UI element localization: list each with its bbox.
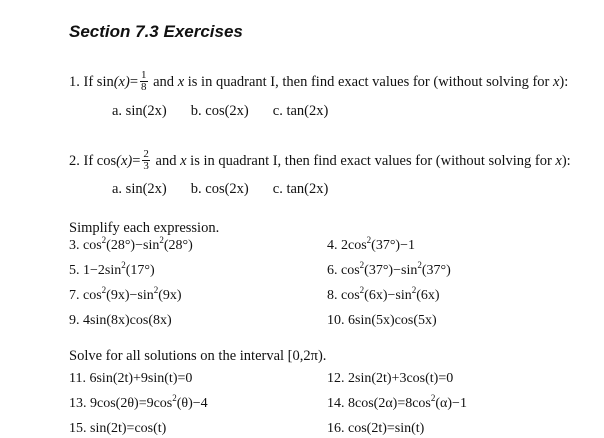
problem-number: 10. <box>327 313 348 328</box>
problem-expression: $\cos^2(9x)-\sin^2(9x)$ <box>83 285 182 303</box>
problem-number: 4. <box>327 238 341 253</box>
problem-expression: 2sin(2t)+3cos(t)=0 <box>348 371 454 386</box>
problem-number: 13. <box>69 396 90 411</box>
problem-number: 8. <box>327 288 341 303</box>
simplify-problem-8 <box>327 287 440 305</box>
problem-expression: 6sin(5x)cos(5x) <box>348 313 437 328</box>
problem-number: 5. <box>69 263 83 278</box>
simplify-problem-5 <box>69 262 155 280</box>
exercise-2-func: cos <box>96 152 117 169</box>
simplify-problem-4 <box>327 237 415 255</box>
solve-problem-13 <box>69 395 208 413</box>
exercise-2-x2: x <box>555 152 562 169</box>
exercise-2-parts <box>112 180 352 198</box>
problem-expression: cos(2t)=sin(t) <box>348 421 425 436</box>
exercise-2-part-c: c. tan(2x) <box>272 181 329 197</box>
exercise-2-x: x <box>180 152 187 169</box>
exercise-2-part-a: a. sin(2x) <box>112 181 167 197</box>
solve-heading: Solve for all solutions on the interval [0,2π). <box>69 348 327 364</box>
simplify-heading: Simplify each expression. <box>69 220 220 236</box>
problem-expression: sin(2t)=cos(t) <box>90 421 167 436</box>
problem-expression: $\cos^2(37^\circ)-\sin^2(37^\circ)$ <box>341 260 451 278</box>
exercise-2-suffix-b: is in quadrant I, then find exact values for (without solving for <box>186 152 556 169</box>
exercise-2-part-b: b. cos(2x) <box>190 181 249 197</box>
exercise-1-suffix-a: and <box>149 73 178 90</box>
problem-expression: 4sin(8x)cos(8x) <box>83 313 172 328</box>
problem-number: 16. <box>327 421 348 436</box>
problem-expression: $\cos^2(28^\circ)-\sin^2(28^\circ)$ <box>83 235 193 253</box>
problem-number: 12. <box>327 371 348 386</box>
exercise-1-x2: x <box>552 73 560 90</box>
problem-number: 6. <box>327 263 341 278</box>
exercise-1-part-a: a. sin(2x) <box>112 103 167 119</box>
exercise-1-var: (x) <box>113 73 130 90</box>
simplify-problem-7 <box>69 287 182 305</box>
problem-expression: $\cos^2(6x)-\sin^2(6x)$ <box>341 285 440 303</box>
exercise-1-suffix-b: is in quadrant I, then find exact values for (without solving for <box>184 73 553 90</box>
problem-expression: $1-2\sin^2(17^\circ)$ <box>83 260 155 278</box>
exercise-2-var: (x) <box>116 152 133 169</box>
problem-expression: $2\cos^2(37^\circ)-1$ <box>341 235 415 253</box>
section-title: Section 7.3 Exercises <box>69 22 243 41</box>
exercise-2-frac-den: 3 <box>143 160 149 172</box>
solve-problem-16 <box>327 420 424 438</box>
exercise-2-suffix-a: and <box>151 152 181 169</box>
exercise-2-eq: = <box>132 152 141 169</box>
exercise-1-frac-den: 8 <box>141 81 147 93</box>
problem-number: 14. <box>327 396 348 411</box>
exercise-1-fraction <box>140 70 148 93</box>
exercise-1-part-c: c. tan(2x) <box>272 103 329 119</box>
simplify-problem-9 <box>69 312 172 330</box>
exercise-1-func: sin <box>96 73 114 90</box>
problem-number: 9. <box>69 313 83 328</box>
exercise-2-frac-num: 2 <box>143 148 149 160</box>
exercise-1-frac-num: 1 <box>141 69 147 81</box>
solve-problem-14 <box>327 395 467 413</box>
problem-number: 15. <box>69 421 90 436</box>
solve-problem-11 <box>69 370 192 388</box>
problem-expression: $8\cos(2\alpha)=8\cos^2(\alpha)-1$ <box>348 393 467 411</box>
simplify-problem-3 <box>69 237 193 255</box>
problem-number: 3. <box>69 238 83 253</box>
solve-problem-12 <box>327 370 453 388</box>
exercise-2-statement <box>69 150 571 173</box>
problem-expression: $9\cos(2\theta)=9\cos^2(\theta)-4$ <box>90 393 208 411</box>
exercise-1-suffix-c: ): <box>559 73 569 90</box>
simplify-problem-6 <box>327 262 451 280</box>
exercise-2-fraction <box>142 149 150 172</box>
exercise-1-x: x <box>177 73 185 90</box>
exercise-2-suffix-c: ): <box>561 152 571 169</box>
exercise-2-prefix: 2. If <box>69 152 97 169</box>
solve-problem-15 <box>69 420 166 438</box>
problem-number: 7. <box>69 288 83 303</box>
problem-number: 11. <box>69 371 90 386</box>
exercise-1-parts <box>112 102 352 120</box>
exercise-1-statement <box>69 71 568 94</box>
exercise-1-prefix: 1. If <box>69 73 97 90</box>
simplify-problem-10 <box>327 312 437 330</box>
exercise-1-eq: = <box>129 73 138 90</box>
problem-expression: 6sin(2t)+9sin(t)=0 <box>89 371 193 386</box>
exercise-1-part-b: b. cos(2x) <box>190 103 249 119</box>
